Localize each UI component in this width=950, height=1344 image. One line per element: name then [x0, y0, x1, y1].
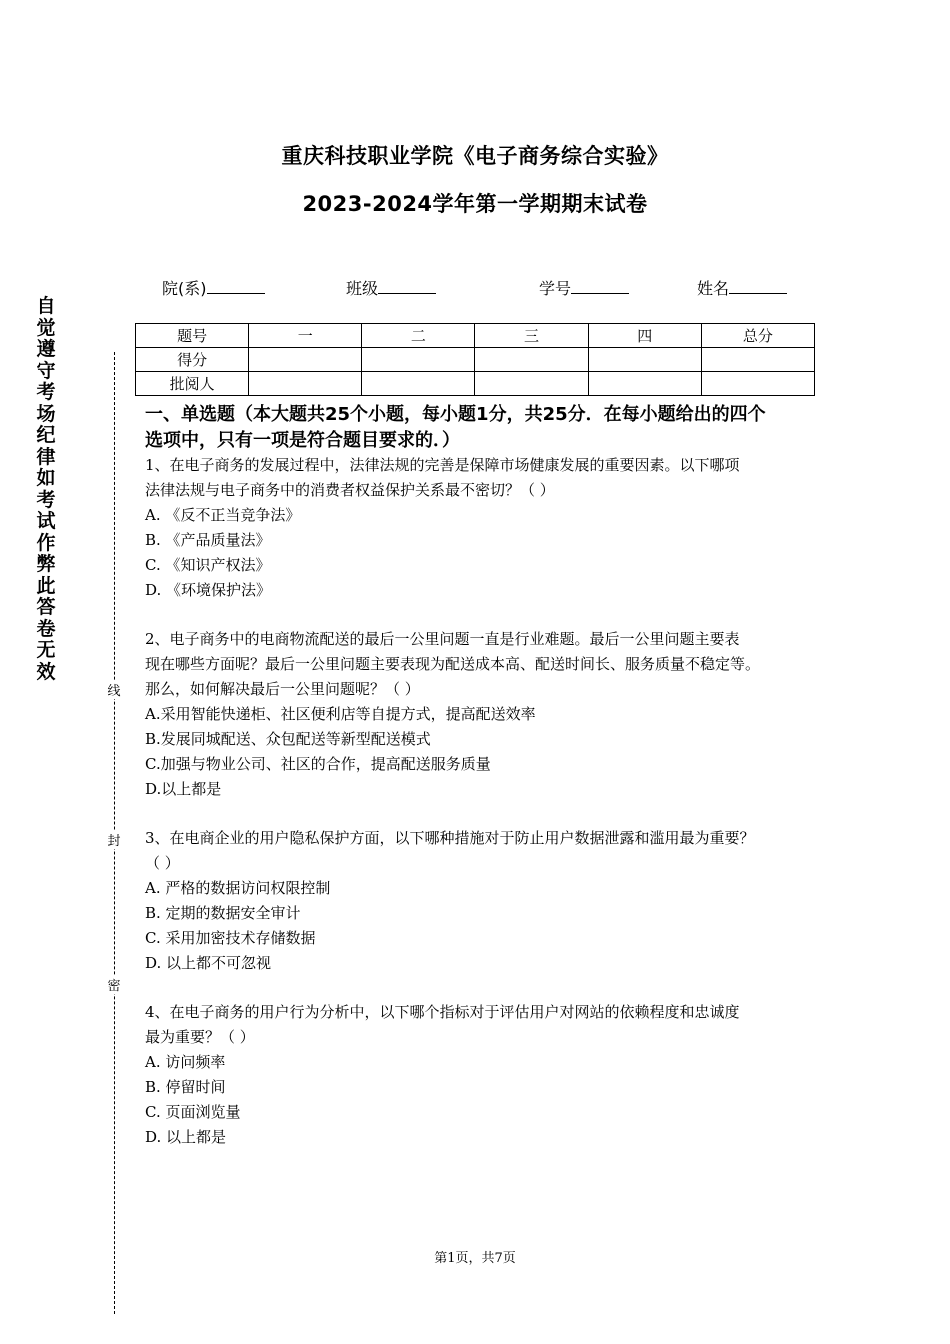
- question-2-option-a[interactable]: A.采用智能快递柜、社区便利店等自提方式，提高配送效率: [145, 705, 536, 723]
- score-table-header-row: [136, 324, 815, 348]
- question-2-stem: 现在哪些方面呢？最后一公里问题主要表现为配送成本高、配送时间长、服务质量不稳定等。: [145, 655, 761, 673]
- exam-title-line1: 重庆科技职业学院《电子商务综合实验》: [281, 144, 669, 168]
- question-3-option-b[interactable]: B. 定期的数据安全审计: [145, 904, 301, 922]
- question-2-option-b[interactable]: B.发展同城配送、众包配送等新型配送模式: [145, 730, 431, 748]
- score-table-score-row: [136, 348, 815, 372]
- name-blank[interactable]: [729, 279, 787, 294]
- grader-cell[interactable]: [701, 372, 814, 396]
- class-label: 班级: [346, 279, 379, 298]
- seal-char-line: 线: [104, 680, 124, 699]
- student-id-blank[interactable]: [571, 279, 629, 294]
- score-cell[interactable]: [475, 348, 588, 372]
- exam-title-line2: 2023-2024学年第一学期期末试卷: [302, 192, 648, 216]
- question-3-option-a[interactable]: A. 严格的数据访问权限控制: [145, 879, 331, 897]
- table-row-label: 批阅人: [136, 372, 249, 396]
- question-1-option-c[interactable]: C. 《知识产权法》: [145, 556, 271, 574]
- score-cell[interactable]: [588, 348, 701, 372]
- table-row-label: 得分: [136, 348, 249, 372]
- question-1-option-b[interactable]: B. 《产品质量法》: [145, 531, 271, 549]
- question-3-stem: （ ）: [145, 854, 180, 872]
- question-1-stem: 法律法规与电子商务中的消费者权益保护关系最不密切？（ ）: [145, 481, 555, 499]
- table-column-header: 总分: [701, 324, 814, 348]
- score-cell[interactable]: [362, 348, 475, 372]
- class-blank[interactable]: [378, 279, 436, 294]
- score-cell[interactable]: [249, 348, 362, 372]
- question-2-option-d[interactable]: D.以上都是: [145, 780, 222, 798]
- question-3-option-d[interactable]: D. 以上都不可忽视: [145, 954, 272, 972]
- exam-discipline-warning: 自觉遵守考场纪律如考试作弊此答卷无效: [36, 295, 56, 683]
- table-column-header: 一: [249, 324, 362, 348]
- grader-cell[interactable]: [475, 372, 588, 396]
- question-3-stem: 3、在电商企业的用户隐私保护方面，以下哪种措施对于防止用户数据泄露和滥用最为重要？: [145, 829, 755, 847]
- score-cell[interactable]: [701, 348, 814, 372]
- dept-label: 院(系): [162, 279, 207, 298]
- name-field[interactable]: [697, 276, 787, 299]
- question-4-stem: 4、在电子商务的用户行为分析中，以下哪个指标对于评估用户对网站的依赖程度和忠诚度: [145, 1003, 740, 1021]
- name-label: 姓名: [697, 279, 730, 298]
- question-4-option-d[interactable]: D. 以上都是: [145, 1128, 227, 1146]
- question-2-stem: 2、电子商务中的电商物流配送的最后一公里问题一直是行业难题。最后一公里问题主要表: [145, 630, 740, 648]
- table-column-header: 四: [588, 324, 701, 348]
- section-heading-line2: 选项中，只有一项是符合题目要求的．）: [145, 430, 460, 451]
- class-field[interactable]: [346, 276, 436, 299]
- dept-blank[interactable]: [207, 279, 265, 294]
- section-heading-line1: 一、单选题（本大题共25个小题，每小题1分，共25分．在每小题给出的四个: [145, 404, 766, 425]
- section-heading: [145, 402, 825, 454]
- question-1-stem: 1、在电子商务的发展过程中，法律法规的完善是保障市场健康发展的重要因素。以下哪项: [145, 456, 740, 474]
- grader-cell[interactable]: [588, 372, 701, 396]
- score-table-grader-row: [136, 372, 815, 396]
- question-2-option-c[interactable]: C.加强与物业公司、社区的合作，提高配送服务质量: [145, 755, 491, 773]
- question-4-option-a[interactable]: A. 访问频率: [145, 1053, 226, 1071]
- question-2-stem: 那么，如何解决最后一公里问题呢？（ ）: [145, 680, 420, 698]
- score-table: [135, 323, 815, 396]
- seal-char-secret: 密: [104, 975, 124, 994]
- question-1-option-d[interactable]: D. 《环境保护法》: [145, 581, 272, 599]
- student-id-label: 学号: [539, 279, 572, 298]
- page-number: 第1页，共7页: [434, 1251, 516, 1266]
- question-1-option-a[interactable]: A. 《反不正当竞争法》: [145, 506, 301, 524]
- dept-field[interactable]: [162, 276, 265, 299]
- table-column-header: 二: [362, 324, 475, 348]
- table-row-label: 题号: [136, 324, 249, 348]
- table-column-header: 三: [475, 324, 588, 348]
- question-4-option-b[interactable]: B. 停留时间: [145, 1078, 226, 1096]
- seal-char-seal: 封: [104, 830, 124, 849]
- question-4-stem: 最为重要？（ ）: [145, 1028, 255, 1046]
- student-id-field[interactable]: [539, 276, 629, 299]
- question-4-option-c[interactable]: C. 页面浏览量: [145, 1103, 241, 1121]
- question-3-option-c[interactable]: C. 采用加密技术存储数据: [145, 929, 316, 947]
- grader-cell[interactable]: [249, 372, 362, 396]
- grader-cell[interactable]: [362, 372, 475, 396]
